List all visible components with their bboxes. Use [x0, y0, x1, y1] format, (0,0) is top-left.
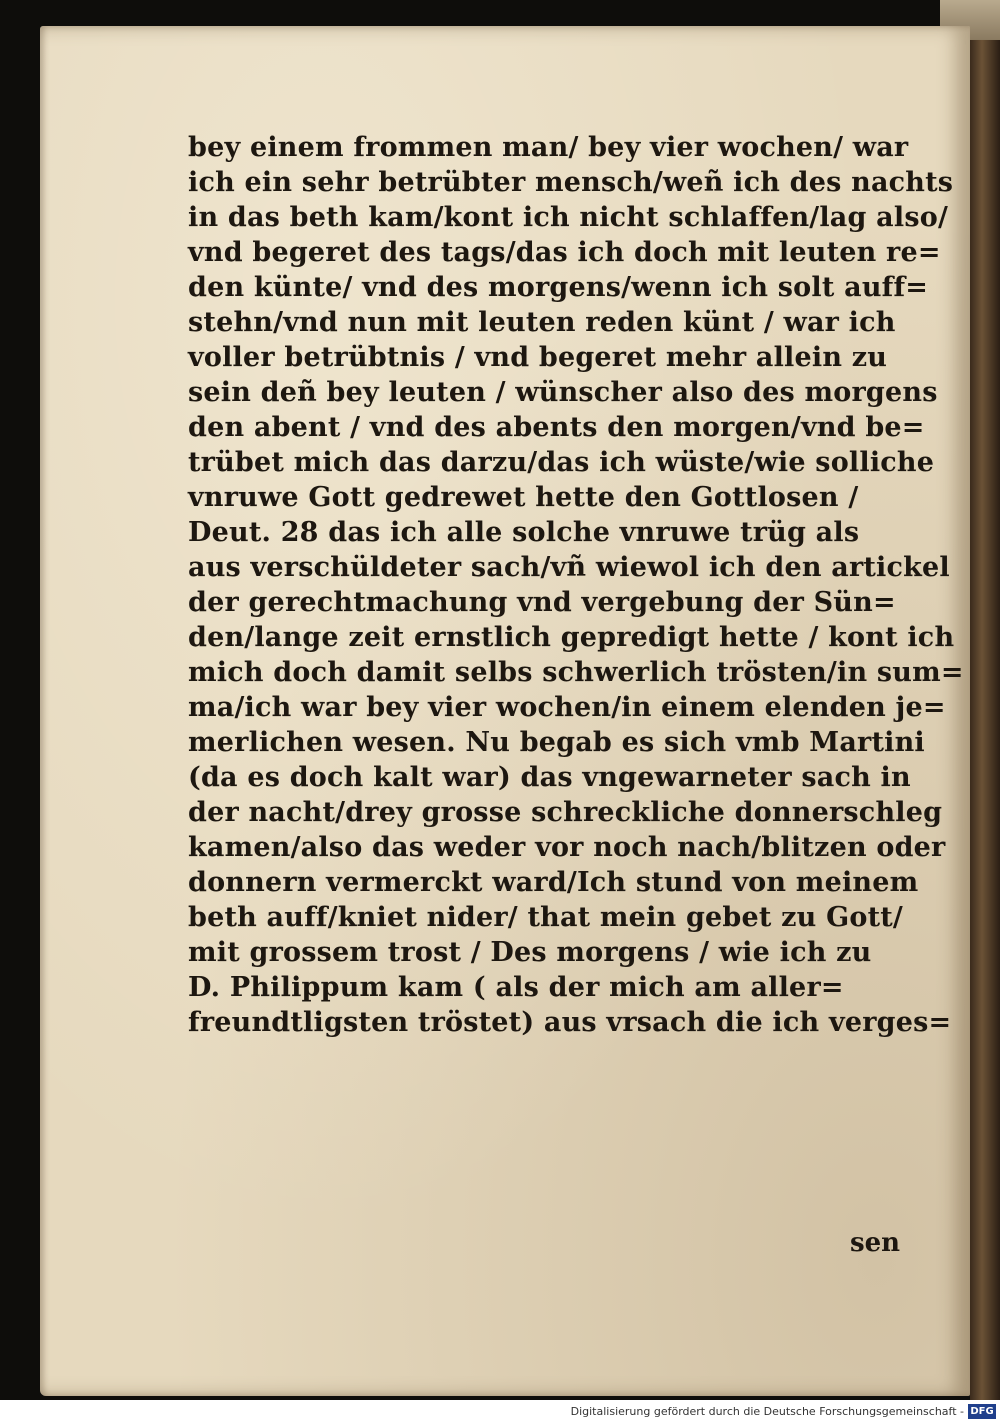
text-line: vnruwe Gott gedrewet hette den Gottlosen /	[188, 482, 859, 513]
footer-bar	[0, 1400, 1000, 1425]
text-line: merlichen wesen. Nu begab es sich vmb Martini	[188, 727, 925, 758]
text-line: der gerechtmachung vnd vergebung der Sün=	[188, 587, 896, 618]
book-edge	[970, 0, 1000, 1400]
text-line: ich ein sehr betrübter mensch/weñ ich des nachts	[188, 167, 954, 198]
text-line: D. Philippum kam ( als der mich am aller=	[188, 972, 844, 1003]
text-line: kamen/also das weder vor noch nach/blitzen oder	[188, 832, 946, 863]
text-line: aus verschüldeter sach/vñ wiewol ich den artickel	[188, 552, 950, 583]
text-line: Deut. 28 das ich alle solche vnruwe trüg als	[188, 517, 860, 548]
text-line: voller betrübtnis / vnd begeret mehr allein zu	[188, 342, 888, 373]
text-line: trübet mich das darzu/das ich wüste/wie solliche	[188, 447, 935, 478]
text-line: in das beth kam/kont ich nicht schlaffen/lag also/	[188, 202, 949, 233]
text-line: stehn/vnd nun mit leuten reden künt / war ich	[188, 307, 896, 338]
text-line: freundtligsten tröstet) aus vrsach die ich verges=	[188, 1007, 952, 1038]
text-line: sein deñ bey leuten / wünscher also des morgens	[188, 377, 938, 408]
text-line: donnern vermerckt ward/Ich stund von meinem	[188, 867, 919, 898]
text-line: den künte/ vnd des morgens/wenn ich solt auff=	[188, 272, 929, 303]
text-line: mit grossem trost / Des morgens / wie ich zu	[188, 937, 872, 968]
catchword: sen	[850, 1228, 901, 1258]
text-line: (da es doch kalt war) das vngewarneter sach in	[188, 762, 911, 793]
text-line: den abent / vnd des abents den morgen/vnd be=	[188, 412, 925, 443]
text-line: vnd begeret des tags/das ich doch mit leuten re=	[188, 237, 941, 268]
text-line: ma/ich war bey vier wochen/in einem elenden je=	[188, 692, 946, 723]
text-line: der nacht/drey grosse schreckliche donnerschleg	[188, 797, 943, 828]
page-text	[188, 130, 964, 1040]
text-line: den/lange zeit ernstlich gepredigt hette / kont ich	[188, 622, 955, 653]
text-line: bey einem frommen man/ bey vier wochen/ war	[188, 132, 909, 163]
text-line: mich doch damit selbs schwerlich trösten/in sum=	[188, 657, 964, 688]
book-page	[40, 26, 970, 1396]
dfg-logo: DFG	[968, 1404, 996, 1419]
funding-credit: Digitalisierung gefördert durch die Deutsche Forschungsgemeinschaft -	[570, 1405, 964, 1418]
text-line: beth auff/kniet nider/ that mein gebet zu Gott/	[188, 902, 903, 933]
